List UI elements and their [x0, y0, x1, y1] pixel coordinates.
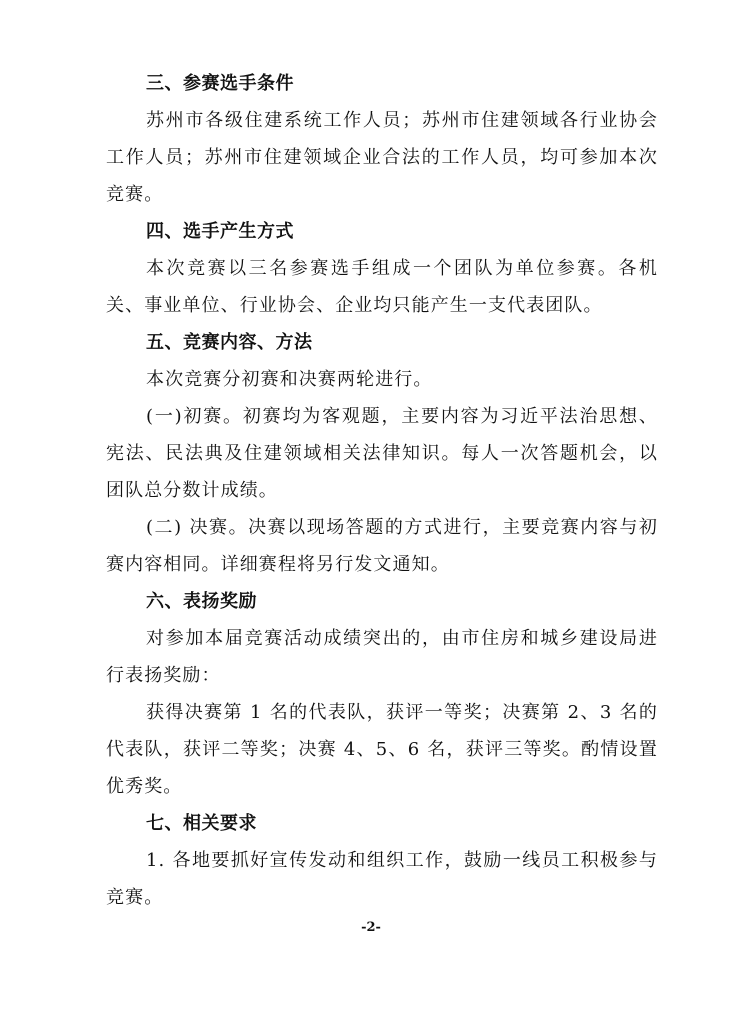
- section-heading-awards: 六、表扬奖励: [146, 591, 257, 612]
- section-heading-contestant-conditions: 三、参赛选手条件: [146, 73, 294, 94]
- paragraph-two-rounds: 本次竞赛分初赛和决赛两轮进行。: [146, 369, 433, 390]
- page-number: -2-: [361, 920, 381, 935]
- section-heading-content-method: 五、竞赛内容、方法: [146, 332, 313, 353]
- paragraph-awards-detail: 获得决赛第 1 名的代表队，获评一等奖；决赛第 2、3 名的代表队，获评二等奖；决赛 4、5、6 名，获评三等奖。酌情设置优秀奖。: [106, 702, 658, 797]
- document-body: [106, 65, 658, 916]
- paragraph-contestant-conditions: 苏州市各级住建系统工作人员；苏州市住建领域各行业协会工作人员；苏州市住建领域企业合法的工作人员，均可参加本次竞赛。: [106, 110, 658, 205]
- paragraph-requirement-1: 1. 各地要抓好宣传发动和组织工作，鼓励一线员工积极参与竞赛。: [106, 850, 658, 908]
- paragraph-final-round: (二) 决赛。决赛以现场答题的方式进行，主要竞赛内容与初赛内容相同。详细赛程将另行发文通知。: [106, 517, 658, 575]
- paragraph-preliminary-round: (一)初赛。初赛均为客观题，主要内容为习近平法治思想、宪法、民法典及住建领域相关法律知识。每人一次答题机会，以团队总分数计成绩。: [106, 406, 658, 501]
- paragraph-selection-method: 本次竞赛以三名参赛选手组成一个团队为单位参赛。各机关、事业单位、行业协会、企业均只能产生一支代表团队。: [106, 258, 658, 316]
- section-heading-requirements: 七、相关要求: [146, 813, 257, 834]
- section-heading-selection-method: 四、选手产生方式: [146, 221, 294, 242]
- paragraph-awards-intro: 对参加本届竞赛活动成绩突出的，由市住房和城乡建设局进行表扬奖励：: [106, 628, 658, 686]
